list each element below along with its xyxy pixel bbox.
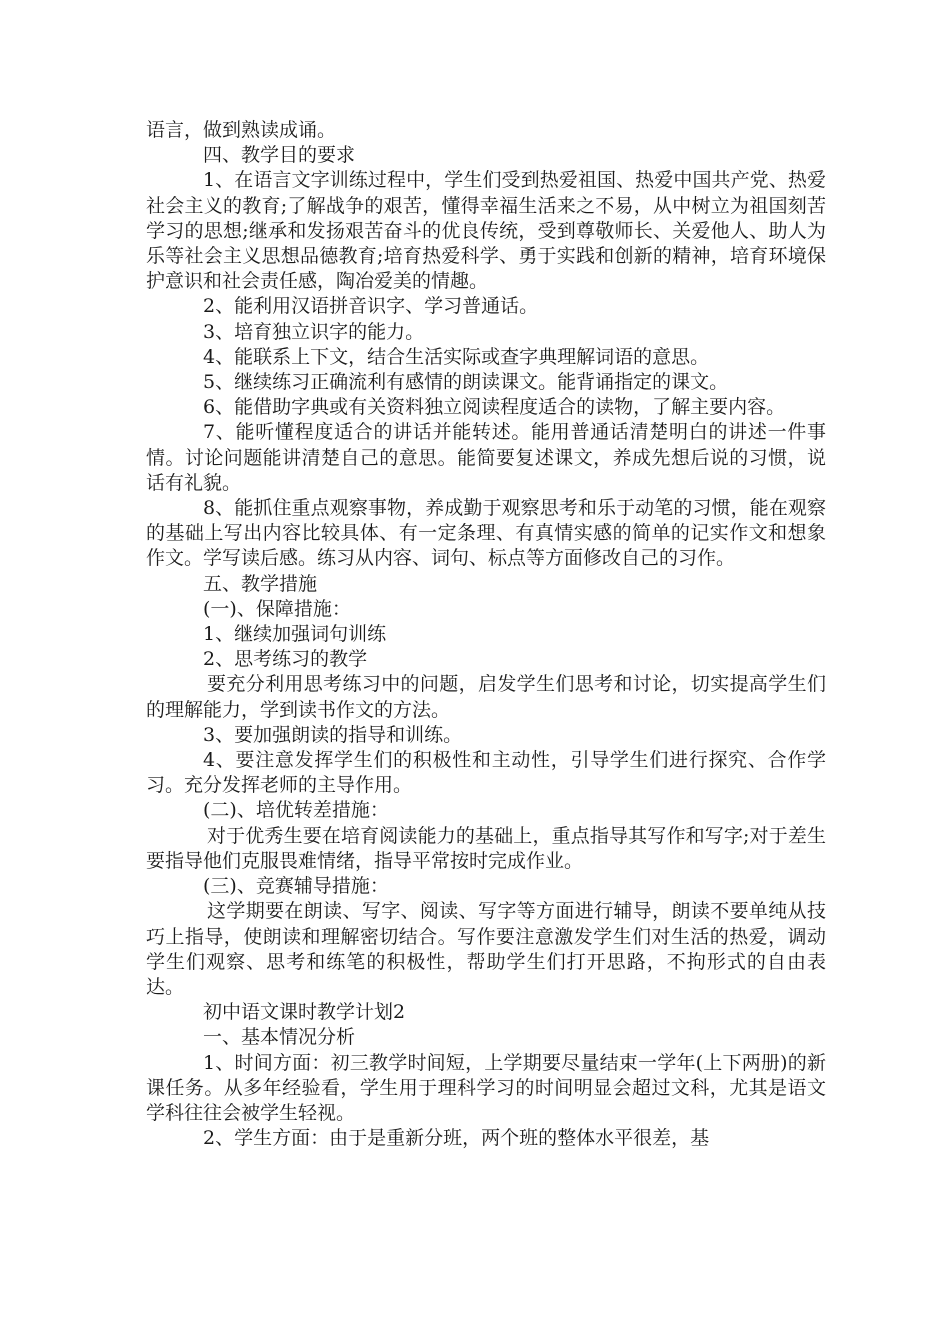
paragraph: 1、在语言文字训练过程中，学生们受到热爱祖国、热爱中国共产党、热爱社会主义的教育;了解战争的艰苦，懂得幸福生活来之不易，从中树立为祖国刻苦学习的思想;继承和发扬艰苦奋斗的优良传统，受到尊敬师长、关爱他人、助人为乐等社会主义思想品德教育;培育热爱科学、勇于实践和创新的精神，培育环境保护意识和社会责任感，陶冶爱美的情趣。 bbox=[146, 169, 826, 293]
section-heading: 四、教学目的要求 bbox=[203, 144, 356, 167]
section-heading: 五、教学措施 bbox=[203, 572, 318, 595]
paragraph: 1、继续加强词句训练 bbox=[203, 623, 387, 646]
paragraph: 4、要注意发挥学生们的积极性和主动性，引导学生们进行探究、合作学习。充分发挥老师的主导作用。 bbox=[146, 749, 826, 797]
paragraph: 2、能利用汉语拼音识字、学习普通话。 bbox=[203, 295, 539, 318]
paragraph: 8、能抓住重点观察事物，养成勤于观察思考和乐于动笔的习惯，能在观察的基础上写出内容比较具体、有一定条理、有真情实感的简单的记实作文和想象作文。学写读后感。练习从内容、词句、标点等方面修改自己的习作。 bbox=[146, 497, 826, 570]
paragraph: 语言，做到熟读成诵。 bbox=[146, 119, 337, 141]
subsection-heading: (一)、保障措施： bbox=[203, 597, 351, 620]
paragraph: 3、要加强朗读的指导和训练。 bbox=[203, 723, 463, 746]
paragraph: 6、能借助字典或有关资料独立阅读程度适合的读物，了解主要内容。 bbox=[203, 396, 786, 419]
paragraph: 这学期要在朗读、写字、阅读、写字等方面进行辅导，朗读不要单纯从技巧上指导，使朗读和理解密切结合。写作要注意激发学生们对生活的热爱，调动学生们观察、思考和练笔的积极性，帮助学生们打开思路，不拘形式的自由表达。 bbox=[146, 900, 826, 998]
paragraph: 5、继续练习正确流利有感情的朗读课文。能背诵指定的课文。 bbox=[203, 371, 729, 394]
document-page bbox=[146, 118, 826, 1151]
paragraph: 3、培育独立识字的能力。 bbox=[203, 320, 425, 343]
subsection-heading: (三)、竞赛辅导措施： bbox=[203, 875, 389, 898]
paragraph: 4、能联系上下文，结合生活实际或查字典理解词语的意思。 bbox=[203, 345, 710, 368]
section-heading: 一、基本情况分析 bbox=[203, 1026, 356, 1049]
paragraph: 2、思考练习的教学 bbox=[203, 648, 368, 671]
paragraph: 7、能听懂程度适合的讲话并能转述。能用普通话清楚明白的讲述一件事情。讨论问题能讲清楚自己的意思。能简要复述课文，养成先想后说的习惯，说话有礼貌。 bbox=[146, 421, 826, 494]
subsection-heading: (二)、培优转差措施： bbox=[203, 799, 389, 822]
paragraph: 1、时间方面：初三教学时间短，上学期要尽量结束一学年(上下两册)的新课任务。从多年经验看，学生用于理科学习的时间明显会超过文科，尤其是语文学科往往会被学生轻视。 bbox=[146, 1051, 826, 1124]
document-title: 初中语文课时教学计划2 bbox=[203, 1001, 406, 1024]
paragraph: 对于优秀生要在培育阅读能力的基础上，重点指导其写作和写字;对于差生要指导他们克服畏难情绪，指导平常按时完成作业。 bbox=[146, 824, 826, 872]
paragraph: 要充分利用思考练习中的问题，启发学生们思考和讨论，切实提高学生们的理解能力，学到读书作文的方法。 bbox=[146, 673, 826, 721]
paragraph: 2、学生方面：由于是重新分班，两个班的整体水平很差，基 bbox=[203, 1127, 710, 1150]
